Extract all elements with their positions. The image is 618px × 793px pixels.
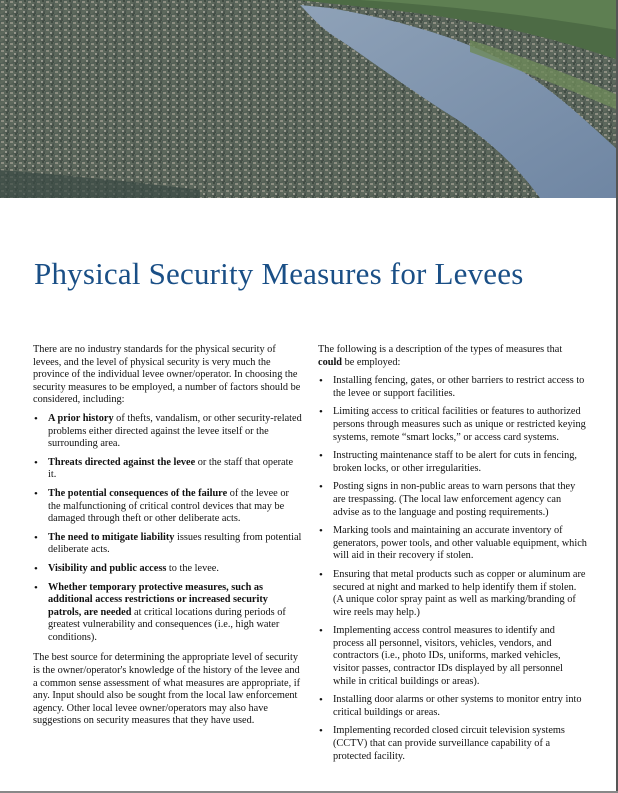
factors-list (33, 413, 302, 645)
list-item: • Posting signs in non-public areas to warn persons that they are trespassing. (The local law enforcement agency can advise as to the language and posting requirements.) (318, 481, 588, 519)
list-item: • Implementing recorded closed circuit television systems (CCTV) that can provide surveillance capability of a protected facility. (318, 725, 588, 763)
list-item: • The need to mitigate liability issues resulting from potential deliberate acts. (33, 532, 302, 557)
measures-list (318, 375, 588, 763)
list-item: • The potential consequences of the failure of the levee or the malfunctioning of critical control devices that may be damaged through theft or other deliberate acts. (33, 488, 302, 526)
list-item: • Installing door alarms or other systems to monitor entry into critical buildings or areas. (318, 694, 588, 719)
aerial-photo (0, 0, 618, 198)
list-item: • A prior history of thefts, vandalism, or other security-related problems either directed against the levee itself or the surrounding area. (33, 413, 302, 451)
aerial-photo-icon (0, 0, 618, 198)
list-item: • Ensuring that metal products such as copper or aluminum are secured at night and marked to help identify them if stolen. (A unique color spray paint as well as marking/branding of wire reels may help.) (318, 569, 588, 619)
measures-intro: The following is a description of the types of measures that could be employed: (318, 344, 563, 368)
list-item: • Marking tools and maintaining an accurate inventory of generators, power tools, and other valuable equipment, which will aid in their recovery if stolen. (318, 525, 588, 563)
list-item: • Installing fencing, gates, or other barriers to restrict access to the levee or support facilities. (318, 375, 588, 400)
list-item: • Implementing access control measures to identify and process all personnel, visitors, vehicles, vendors, and contractors (i.e., photo IDs, uniforms, marked vehicles, visitor passes, contractor IDs displayed by all personnel while in critical buildings or areas). (318, 625, 588, 688)
left-column (33, 344, 302, 734)
list-item: • Threats directed against the levee or the staff that operate it. (33, 457, 302, 482)
page-title: Physical Security Measures for Levees (34, 256, 524, 291)
closing-paragraph: The best source for determining the appropriate level of security is the owner/operator's knowledge of the history of the levee and a common sense assessment of what measures are appropriate, if any. Input should also be sought from the local law enforcement agency. Other local levee owner/operators may also have suggestions on security measures that they have used. (33, 652, 301, 727)
list-item: • Whether temporary protective measures, such as additional access restrictions or increased security patrols, are needed at critical locations during periods of greatest vulnerability and consequences (i.e., high water conditions). (33, 582, 302, 645)
list-item: • Visibility and public access to the levee. (33, 563, 302, 576)
list-item: • Limiting access to critical facilities or features to authorized persons through measures such as unique or restricted keying systems, remote “smart locks,” or access card systems. (318, 406, 588, 444)
right-column (318, 344, 588, 771)
list-item: • Instructing maintenance staff to be alert for cuts in fencing, broken locks, or other irregularities. (318, 450, 588, 475)
intro-paragraph: There are no industry standards for the physical security of levees, and the level of physical security is very much the province of the individual levee owner/operator. In choosing the security measures to be employed, a number of factors should be considered, including: (33, 344, 301, 406)
